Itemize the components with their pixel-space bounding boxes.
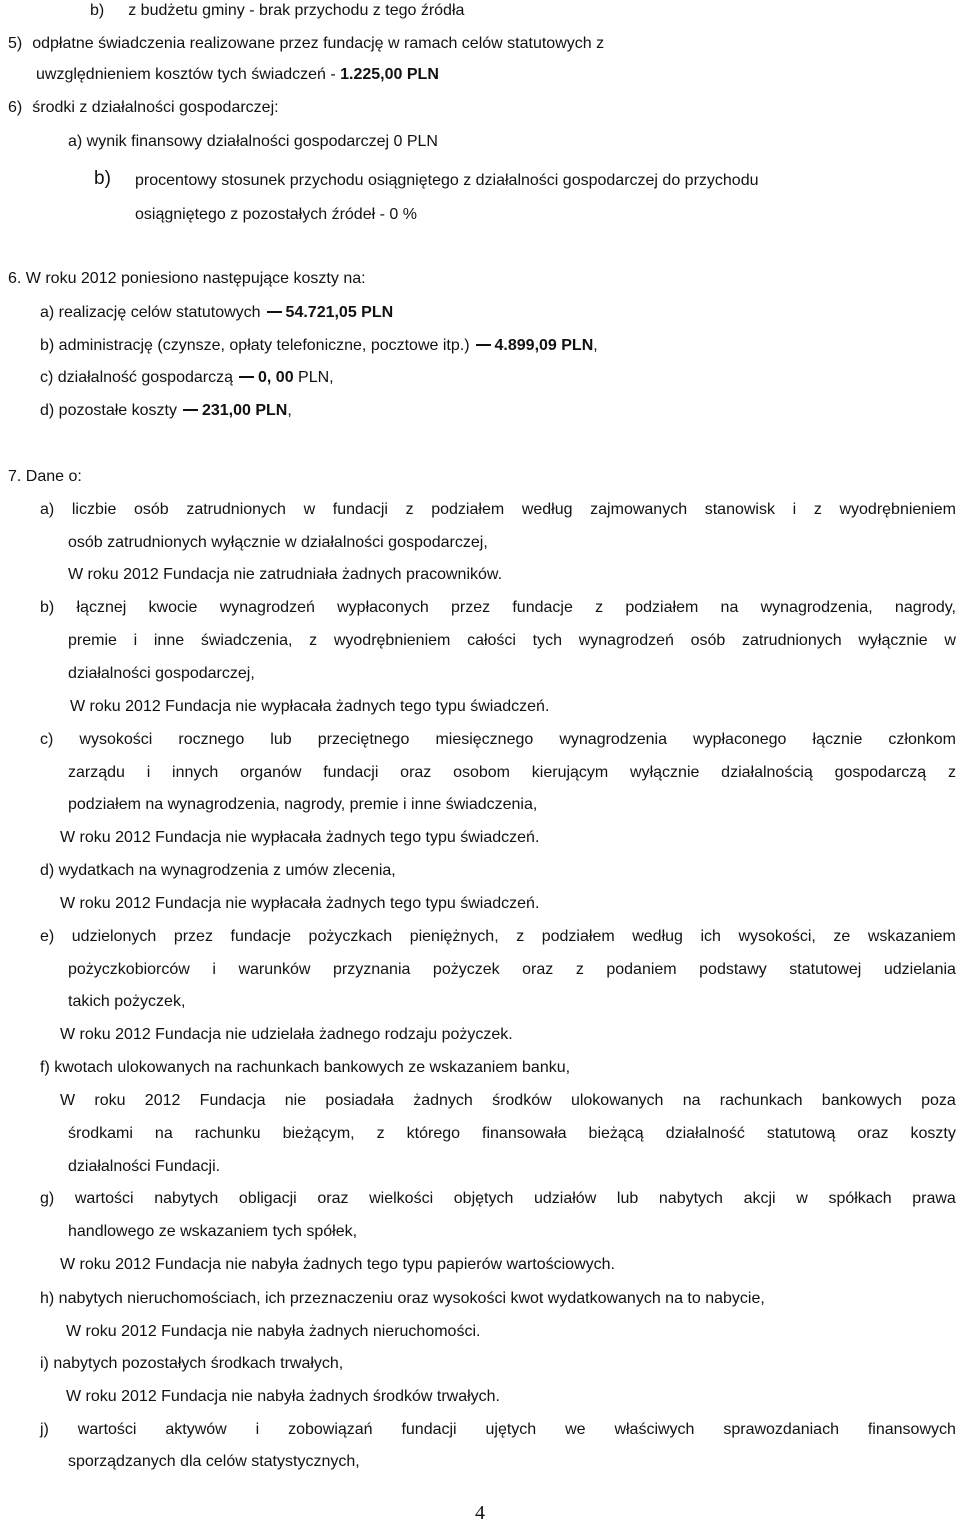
word: statutowej: [789, 961, 862, 978]
sec5-line-2: [36, 67, 439, 83]
word: e): [40, 928, 55, 945]
sec7-j-l1: [40, 1422, 956, 1438]
word: sprawozdaniach: [723, 1421, 839, 1438]
word: fundacji: [332, 501, 388, 518]
word: nabytych: [658, 1190, 723, 1207]
word: na: [154, 1125, 173, 1142]
sec7-c-answer: W roku 2012 Fundacja nie wypłacała żadnych tego typu świadczeń.: [60, 829, 540, 846]
word: i: [792, 501, 797, 518]
word: rocznego: [178, 731, 245, 748]
word: członkom: [888, 731, 956, 748]
sec5-b-text: z budżetu gminy - brak przychodu z tego źródła: [128, 2, 465, 19]
sec7-f-l1: f) kwotach ulokowanych na rachunkach bankowych ze wskazaniem banku,: [40, 1059, 571, 1076]
sec6a-b-l1: procentowy stosunek przychodu osiągniętego z działalności gospodarczej do przychodu: [135, 172, 759, 189]
word: z: [947, 764, 956, 781]
word: i: [255, 1421, 260, 1438]
sec6b-c-suffix: PLN,: [293, 369, 334, 386]
sec5-b-line: [90, 3, 464, 19]
word: bankowych: [821, 1092, 902, 1109]
word: liczbie: [71, 501, 117, 518]
word: rachunku: [194, 1125, 261, 1142]
sec7-f-answer-2: [68, 1126, 956, 1142]
word: podziałem: [431, 501, 505, 518]
word: z: [575, 961, 584, 978]
sec7-g-answer: W roku 2012 Fundacja nie nabyła żadnych tego typu papierów wartościowych.: [60, 1256, 615, 1273]
word: żadnych: [413, 1092, 473, 1109]
word: roku: [94, 1092, 126, 1109]
sec6b-b-suffix: ,: [593, 337, 598, 354]
word: fundacje: [230, 928, 291, 945]
word: rachunkach: [719, 1092, 803, 1109]
word: miesięcznego: [435, 731, 534, 748]
word: podziałem: [541, 928, 615, 945]
sec5-line-1: [8, 36, 604, 52]
word: oraz: [317, 1190, 349, 1207]
word: i: [146, 764, 151, 781]
word: w: [944, 632, 956, 649]
word: b): [40, 599, 55, 616]
sec7-d-answer: W roku 2012 Fundacja nie wypłacała żadnych tego typu świadczeń.: [60, 895, 540, 912]
word: oraz: [857, 1125, 889, 1142]
word: innych: [172, 764, 219, 781]
dash-icon: [267, 311, 282, 313]
word: koszty: [910, 1125, 956, 1142]
word: z: [516, 928, 525, 945]
dash-icon: [476, 344, 491, 346]
word: przeciętnego: [317, 731, 410, 748]
word: wartości: [74, 1190, 134, 1207]
sec5-b-prefix: b): [90, 2, 105, 19]
word: wynagrodzenia,: [760, 599, 873, 616]
word: zatrudnionych: [186, 501, 286, 518]
word: wynagrodzenia: [559, 731, 667, 748]
word: przez: [173, 928, 213, 945]
word: według: [632, 928, 683, 945]
word: działalność: [665, 1125, 745, 1142]
word: a): [40, 501, 55, 518]
sec6a-num: 6): [8, 99, 23, 116]
word: podaniem: [606, 961, 677, 978]
sec7-b-l1: [40, 600, 956, 616]
sec5-amount: 1.225,00 PLN: [340, 66, 439, 83]
word: działalnością: [721, 764, 813, 781]
sec7-title: 7. Dane o:: [8, 468, 82, 485]
sec7-a-answer: W roku 2012 Fundacja nie zatrudniała żadnych pracowników.: [68, 566, 503, 583]
word: we: [565, 1421, 586, 1438]
sec7-e-l3: takich pożyczek,: [68, 993, 186, 1010]
sec6a-b-prefix: b): [94, 168, 111, 189]
word: zatrudnionych: [742, 632, 842, 649]
sec7-b-l2: [68, 633, 956, 649]
word: organów: [240, 764, 302, 781]
word: z: [376, 1125, 385, 1142]
word: udziałów: [534, 1190, 597, 1207]
word: gospodarczą: [834, 764, 927, 781]
word: wysokości: [79, 731, 153, 748]
sec7-h-l1: h) nabytych nieruchomościach, ich przeznaczeniu oraz wysokości kwot wydatkowanych na to nabycie,: [40, 1290, 765, 1307]
sec7-j-l2: sporządzanych dla celów statystycznych,: [68, 1453, 360, 1470]
sec6b-d-text: d) pozostałe koszty: [40, 402, 177, 419]
word: wyodrębnieniem: [839, 501, 956, 518]
word: ujętych: [485, 1421, 537, 1438]
sec5-l2: uwzględnieniem kosztów tych świadczeń -: [36, 66, 341, 83]
word: ulokowanych: [570, 1092, 664, 1109]
word: pożyczkach: [308, 928, 393, 945]
sec7-f-answer-1: [60, 1093, 956, 1109]
sec6a-b-l2: osiągniętego z pozostałych źródeł - 0 %: [135, 206, 417, 223]
sec6a-title-line: [8, 100, 279, 116]
word: na: [682, 1092, 701, 1109]
word: wartości: [77, 1421, 137, 1438]
sec7-e-answer: W roku 2012 Fundacja nie udzielała żadnego rodzaju pożyczek.: [60, 1026, 513, 1043]
sec5-l1: odpłatne świadczenia realizowane przez fundację w ramach celów statutowych z: [32, 35, 605, 52]
word: środków: [492, 1092, 552, 1109]
word: ich: [700, 928, 721, 945]
sec7-a-l2: osób zatrudnionych wyłącznie w działalności gospodarczej,: [68, 534, 488, 551]
word: którego: [406, 1125, 461, 1142]
sec6b-title: 6. W roku 2012 poniesiono następujące koszty na:: [8, 270, 366, 287]
word: W: [60, 1092, 76, 1109]
word: ze: [833, 928, 851, 945]
sec5-num: 5): [8, 35, 23, 52]
word: osób: [690, 632, 726, 649]
sec7-a-l1: [40, 502, 956, 518]
word: g): [40, 1190, 55, 1207]
word: poza: [921, 1092, 956, 1109]
word: pożyczkobiorców: [68, 961, 190, 978]
word: w: [303, 501, 316, 518]
sec6b-b-line: [40, 338, 598, 354]
word: wyłącznie: [858, 632, 928, 649]
sec6b-a-line: [40, 305, 393, 321]
word: lub: [270, 731, 292, 748]
word: warunków: [238, 961, 311, 978]
word: z: [813, 501, 822, 518]
sec7-d-l1: d) wydatkach na wynagrodzenia z umów zlecenia,: [40, 862, 396, 879]
sec7-i-l1: i) nabytych pozostałych środkach trwałych,: [40, 1355, 344, 1372]
word: stanowisk: [704, 501, 775, 518]
word: z: [405, 501, 414, 518]
sec6b-a-text: a) realizację celów statutowych: [40, 304, 261, 321]
word: fundacji: [323, 764, 379, 781]
word: wynagrodzeń: [219, 599, 315, 616]
sec7-i-answer: W roku 2012 Fundacja nie nabyła żadnych środków trwałych.: [66, 1388, 500, 1405]
sec6b-c-text: c) działalność gospodarczą: [40, 369, 233, 386]
word: bieżącym,: [282, 1125, 355, 1142]
word: Fundacja: [199, 1092, 266, 1109]
sec7-e-l2: [68, 962, 956, 978]
sec6b-a-amount: 54.721,05 PLN: [285, 304, 394, 321]
word: z: [309, 632, 318, 649]
word: osób: [133, 501, 169, 518]
sec6b-d-suffix: ,: [287, 402, 292, 419]
sec7-c-l2: [68, 765, 956, 781]
sec6b-b-text: b) administrację (czynsze, opłaty telefoniczne, pocztowe itp.): [40, 337, 470, 354]
word: z: [595, 599, 604, 616]
word: wielkości: [369, 1190, 434, 1207]
word: finansowych: [867, 1421, 956, 1438]
word: aktywów: [165, 1421, 227, 1438]
word: wypłaconego: [693, 731, 787, 748]
dash-icon: [183, 409, 198, 411]
word: lub: [616, 1190, 639, 1207]
word: obligacji: [238, 1190, 297, 1207]
word: oraz: [522, 961, 554, 978]
word: kierującym: [531, 764, 609, 781]
word: wypłaconych: [337, 599, 429, 616]
word: łącznej: [76, 599, 127, 616]
page-number: 4: [475, 1502, 485, 1524]
sec7-c-l3: podziałem na wynagrodzenia, nagrody, premie i inne świadczenia,: [68, 796, 538, 813]
word: kwocie: [148, 599, 198, 616]
word: podziałem: [625, 599, 699, 616]
sec7-b-answer: W roku 2012 Fundacja nie wypłacała żadnych tego typu świadczeń.: [70, 698, 550, 715]
sec7-g-l1: [40, 1191, 956, 1207]
word: osobom: [453, 764, 510, 781]
word: wyłącznie: [630, 764, 700, 781]
word: łącznie: [812, 731, 863, 748]
word: pożyczek: [432, 961, 500, 978]
word: spółkach: [828, 1190, 892, 1207]
word: akcji: [743, 1190, 776, 1207]
word: oraz: [400, 764, 432, 781]
word: nie: [284, 1092, 307, 1109]
word: finansowała: [482, 1125, 567, 1142]
word: c): [40, 731, 54, 748]
sec7-h-answer: W roku 2012 Fundacja nie nabyła żadnych nieruchomości.: [66, 1323, 481, 1340]
sec7-b-l3: działalności gospodarczej,: [68, 665, 255, 682]
word: wskazaniem: [867, 928, 956, 945]
word: i: [133, 632, 138, 649]
word: zarządu: [68, 764, 125, 781]
sec6a-title: środki z działalności gospodarczej:: [32, 99, 279, 116]
sec7-f-answer-3: działalności Fundacji.: [68, 1158, 221, 1175]
sec6b-b-amount: 4.899,09 PLN: [494, 337, 594, 354]
sec6b-c-line: [40, 370, 334, 386]
word: wysokości,: [738, 928, 816, 945]
word: j): [40, 1421, 49, 1438]
sec7-g-l2: handlowego ze wskazaniem tych spółek,: [68, 1223, 358, 1240]
word: przez: [450, 599, 491, 616]
word: zobowiązań: [288, 1421, 373, 1438]
word: fundacji: [401, 1421, 457, 1438]
word: udzielonych: [71, 928, 157, 945]
word: tych: [532, 632, 563, 649]
word: przyznania: [333, 961, 411, 978]
word: prawa: [912, 1190, 956, 1207]
sec6a-a: a) wynik finansowy działalności gospodarczej 0 PLN: [68, 133, 438, 150]
word: posiadała: [325, 1092, 394, 1109]
sec6b-c-amount: 0, 00: [258, 369, 294, 386]
word: statutową: [766, 1125, 836, 1142]
sec6b-d-line: [40, 403, 292, 419]
word: premie: [68, 632, 117, 649]
word: właściwych: [614, 1421, 695, 1438]
word: wyodrębnieniem: [333, 632, 451, 649]
word: całości: [467, 632, 516, 649]
word: bieżącą: [588, 1125, 644, 1142]
word: w: [796, 1190, 808, 1207]
word: nagrody,: [894, 599, 956, 616]
word: inne: [153, 632, 185, 649]
sec7-c-l1: [40, 732, 956, 748]
sec7-e-l1: [40, 929, 956, 945]
dash-icon: [239, 376, 254, 378]
word: na: [720, 599, 739, 616]
word: zajmowanych: [590, 501, 688, 518]
word: środkami: [68, 1125, 133, 1142]
word: i: [212, 961, 216, 978]
word: wynagrodzeń: [578, 632, 674, 649]
word: pieniężnych,: [409, 928, 499, 945]
word: udzielania: [883, 961, 956, 978]
word: objętych: [453, 1190, 514, 1207]
word: świadczenia,: [200, 632, 293, 649]
word: nabytych: [154, 1190, 219, 1207]
sec6b-d-amount: 231,00 PLN: [201, 402, 288, 419]
word: 2012: [144, 1092, 181, 1109]
word: według: [521, 501, 573, 518]
word: fundacje: [512, 599, 573, 616]
word: podstawy: [699, 961, 767, 978]
